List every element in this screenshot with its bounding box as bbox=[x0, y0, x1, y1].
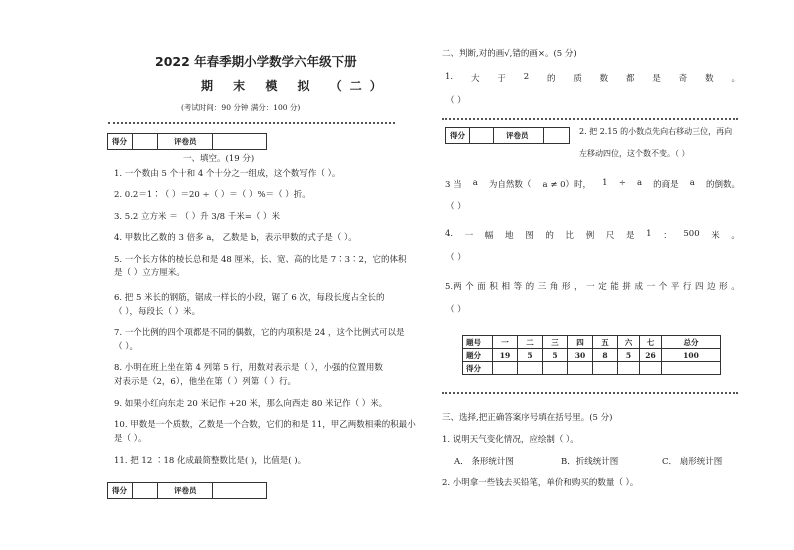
question-word: ： bbox=[663, 231, 672, 241]
question-word: 5.两 bbox=[445, 282, 462, 292]
question-item: 对表示是（2，6），他坐在第（ ）列第（ ）行。 bbox=[114, 377, 296, 387]
question-word: 1. bbox=[445, 72, 454, 82]
question-word: 为自然数（ bbox=[488, 180, 532, 190]
table-cell: 七 bbox=[640, 336, 662, 349]
question-word: 。 bbox=[731, 74, 740, 84]
table-cell: 26 bbox=[640, 349, 662, 362]
question-word: 成 bbox=[634, 282, 644, 292]
question-word: 是 bbox=[652, 74, 661, 84]
question-word: 个 bbox=[465, 282, 474, 292]
table-cell: 总分 bbox=[662, 336, 721, 349]
question-word: 大 bbox=[470, 74, 480, 84]
grader-box-score-label: 得分 bbox=[108, 483, 133, 499]
question-word: a bbox=[689, 178, 695, 188]
question-item: 10. 甲数是一个质数，乙数是一个合数，它们的和是 11，甲乙两数相乘的积最小 bbox=[114, 420, 416, 430]
grader-box-score-label: 得分 bbox=[108, 134, 133, 150]
question-word: 例 bbox=[585, 231, 595, 241]
choice-option-b[interactable]: B．折线统计图 bbox=[561, 457, 619, 467]
exam-subtitle: 期 末 模 拟 （二） bbox=[201, 79, 390, 93]
question-item: （ ）。 bbox=[114, 342, 138, 352]
question-item: 11. 把 12 ∶18 化成最简整数比是( )，比值是( )。 bbox=[114, 456, 307, 466]
question-word: 一 bbox=[646, 282, 656, 292]
question-word: 2 bbox=[523, 72, 530, 82]
choice-question-1: 1. 说明天气变化情况，应绘制（ ）。 bbox=[442, 435, 579, 445]
question-item: 4. 甲数比乙数的 3 倍多 a， 乙数是 b，表示甲数的式子是（ ）。 bbox=[114, 233, 357, 243]
score-entry-cell[interactable] bbox=[543, 362, 568, 375]
grader-box-score-cell[interactable] bbox=[470, 128, 494, 144]
question-word: 米 bbox=[711, 231, 720, 241]
total-score-header-row bbox=[463, 336, 721, 349]
judge-question-2-a: 2. 把 2.15 的小数点先向右移动三位，再向 bbox=[579, 127, 733, 136]
question-word: 尺 bbox=[605, 231, 615, 241]
question-word: 的 bbox=[525, 282, 535, 292]
question-word: 幅 bbox=[484, 231, 494, 241]
question-word: 角 bbox=[549, 282, 559, 292]
question-item: 9. 如果小红向东走 20 米记作 +20 米，那么向西走 80 米记作（ ）米。 bbox=[114, 399, 388, 409]
judge-question-1 bbox=[445, 72, 740, 84]
grader-box-section1 bbox=[107, 133, 267, 150]
question-word: 地 bbox=[505, 231, 514, 241]
section1-title: 一、填空。(19 分) bbox=[183, 154, 255, 164]
choice-option-a[interactable]: A． 条形统计图 bbox=[454, 457, 514, 467]
question-word: a bbox=[472, 178, 478, 188]
exam-info: (考试时间：90 分钟 满分：100 分) bbox=[181, 103, 301, 112]
question-word: 数 bbox=[705, 74, 714, 84]
grader-box-score-cell[interactable] bbox=[133, 483, 158, 499]
question-word: 的 bbox=[546, 74, 556, 84]
question-item: 是（ ）。 bbox=[114, 434, 147, 444]
question-item: 5. 一个长方体的棱长总和是 48 厘米，长、宽、高的比是 7∶3∶2，它的体积 bbox=[114, 255, 407, 265]
question-word: 四 bbox=[694, 282, 704, 292]
divider-dotted bbox=[108, 122, 395, 124]
question-word: 积 bbox=[489, 282, 498, 292]
table-cell: 六 bbox=[618, 336, 640, 349]
judge-question-4 bbox=[445, 229, 740, 241]
question-word: 平 bbox=[670, 282, 680, 292]
table-cell: 四 bbox=[568, 336, 593, 349]
section2-title: 二、判断,对的画√,错的画×。(5 分) bbox=[442, 49, 577, 59]
table-cell: 一 bbox=[493, 336, 518, 349]
question-item: 8. 小明在班上坐在第 4 列第 5 行，用数对表示是（ ），小强的位置用数 bbox=[114, 363, 383, 373]
table-cell: 题分 bbox=[463, 349, 493, 362]
question-item: 6. 把 5 米长的钢筋，锯成一样长的小段，锯了 6 次，每段长度占全长的 bbox=[114, 293, 385, 303]
question-word: 面 bbox=[477, 282, 486, 292]
question-word: ÷ bbox=[618, 178, 626, 188]
question-word: 3 当 bbox=[445, 180, 462, 190]
answer-paren[interactable]: （ ） bbox=[446, 96, 466, 106]
question-item: 2. 0.2＝1∶（ ）＝20 ÷（ ）＝（ ）%＝（ ）折。 bbox=[114, 190, 311, 200]
question-word: 形 bbox=[561, 282, 571, 292]
score-entry-cell[interactable] bbox=[518, 362, 543, 375]
table-cell: 8 bbox=[593, 349, 618, 362]
question-word: 行 bbox=[682, 282, 692, 292]
table-cell: 5 bbox=[618, 349, 640, 362]
table-cell: 二 bbox=[518, 336, 543, 349]
question-item: （ ），每段长（ ）米。 bbox=[114, 307, 201, 317]
question-word: 于 bbox=[497, 74, 506, 84]
question-word: 形 bbox=[719, 282, 728, 292]
question-word: 奇 bbox=[678, 74, 688, 84]
question-word: 1 bbox=[646, 229, 652, 239]
question-word: 边 bbox=[707, 282, 716, 292]
question-word: 一 bbox=[464, 231, 474, 241]
table-cell: 5 bbox=[518, 349, 543, 362]
question-item: 1. 一个数由 5 个十和 4 个十分之一组成，这个数写作（ ）。 bbox=[114, 169, 341, 179]
divider-dotted bbox=[442, 392, 738, 394]
answer-paren[interactable]: （ ） bbox=[446, 202, 466, 212]
table-cell: 题号 bbox=[463, 336, 493, 349]
question-word: 的倒数。 bbox=[705, 180, 740, 190]
grader-box-grader-label: 评卷员 bbox=[158, 483, 213, 499]
total-score-table bbox=[462, 335, 721, 375]
question-word: 一 bbox=[586, 282, 595, 292]
grader-box-grader-cell[interactable] bbox=[544, 128, 570, 144]
question-word: a ≠ 0）时， bbox=[542, 180, 592, 190]
question-word: 500 bbox=[683, 229, 700, 239]
question-word: 图 bbox=[525, 231, 534, 241]
question-word: 拼 bbox=[622, 282, 631, 292]
answer-paren[interactable]: （ ） bbox=[446, 253, 466, 263]
question-word: 数 bbox=[599, 74, 609, 84]
grader-box-grader-cell[interactable] bbox=[213, 134, 267, 150]
answer-paren[interactable]: （ ） bbox=[446, 305, 466, 315]
question-word: 相 bbox=[501, 282, 510, 292]
score-entry-cell[interactable] bbox=[568, 362, 593, 375]
question-word: 。 bbox=[731, 282, 740, 292]
question-word: 。 bbox=[731, 231, 740, 241]
question-word: 1 bbox=[602, 178, 608, 188]
question-word: a bbox=[636, 178, 643, 188]
question-word: ， bbox=[574, 282, 583, 292]
score-entry-cell[interactable] bbox=[593, 362, 618, 375]
table-cell: 19 bbox=[493, 349, 518, 362]
question-word: 个 bbox=[658, 282, 668, 292]
question-word: 的 bbox=[545, 231, 554, 241]
question-item: 7. 一个比例的四个项都是不同的偶数，它的内项积是 24 ，这个比例式可以是 bbox=[114, 328, 405, 338]
table-cell: 30 bbox=[568, 349, 593, 362]
total-score-score-row bbox=[463, 362, 721, 375]
question-item: 是（ ）立方厘米。 bbox=[114, 268, 185, 278]
grader-box-score-cell[interactable] bbox=[133, 134, 158, 150]
table-cell: 五 bbox=[593, 336, 618, 349]
total-score-points-row bbox=[463, 349, 721, 362]
grader-box-grader-label: 评卷员 bbox=[158, 134, 213, 150]
question-word: 是 bbox=[626, 231, 635, 241]
table-cell: 得分 bbox=[463, 362, 493, 375]
table-cell: 100 bbox=[662, 349, 721, 362]
question-word: 能 bbox=[610, 282, 619, 292]
table-cell: 三 bbox=[543, 336, 568, 349]
question-word: 4. bbox=[445, 229, 454, 239]
question-word: 定 bbox=[598, 282, 607, 292]
score-entry-cell[interactable] bbox=[618, 362, 640, 375]
divider-dotted bbox=[442, 118, 738, 120]
choice-question-2: 2. 小明拿一些钱去买铅笔，单价和购买的数量（ ）。 bbox=[442, 478, 639, 488]
exam-title: 2022 年春季期小学数学六年级下册 bbox=[155, 54, 357, 69]
judge-question-3 bbox=[445, 178, 740, 190]
grader-box-grader-label: 评卷员 bbox=[494, 128, 544, 144]
choice-option-c[interactable]: C． 扇形统计图 bbox=[662, 457, 723, 467]
grader-box-score-label: 得分 bbox=[446, 128, 470, 144]
score-entry-cell[interactable] bbox=[493, 362, 518, 375]
question-word: 等 bbox=[513, 282, 523, 292]
question-word: 的商是 bbox=[653, 180, 679, 190]
score-entry-cell[interactable] bbox=[662, 362, 721, 375]
question-word: 比 bbox=[565, 231, 575, 241]
grader-box-section2 bbox=[107, 482, 267, 499]
score-entry-cell[interactable] bbox=[640, 362, 662, 375]
question-item: 3. 5.2 立方米 ＝ （ ）升 3/8 千米=（ ）米 bbox=[114, 212, 281, 222]
section3-title: 三、选择,把正确答案序号填在括号里。(5 分) bbox=[442, 413, 613, 423]
question-word: 质 bbox=[573, 74, 582, 84]
judge-question-2-b: 左移动四位，这个数不变。（ ） bbox=[579, 149, 690, 158]
grader-box-judge bbox=[445, 127, 570, 144]
grader-box-grader-cell[interactable] bbox=[213, 483, 267, 499]
table-cell: 5 bbox=[543, 349, 568, 362]
question-word: 三 bbox=[537, 282, 547, 292]
question-word: 都 bbox=[626, 74, 635, 84]
judge-question-5 bbox=[445, 280, 740, 292]
